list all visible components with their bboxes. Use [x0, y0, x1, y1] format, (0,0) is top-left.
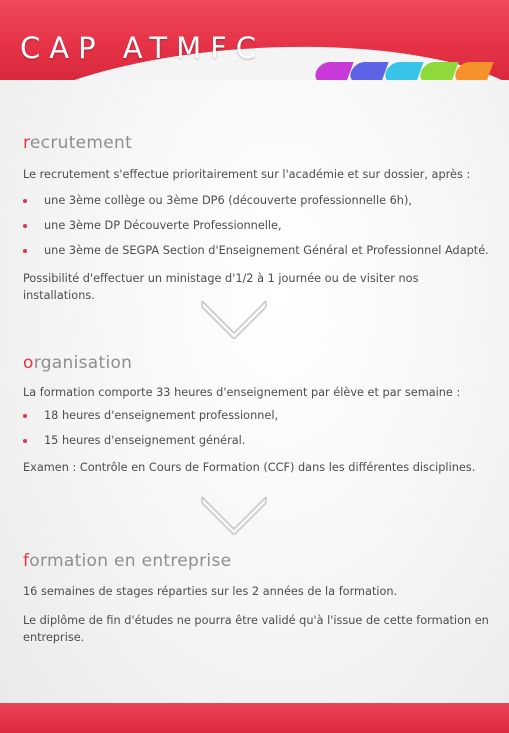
bullet-icon: [23, 249, 27, 253]
stripe-orange: [452, 62, 493, 80]
list-item-text: une 3ème de SEGPA Section d'Enseignement Général et Professionnel Adapté.: [44, 244, 489, 257]
list-item-text: une 3ème collège ou 3ème DP6 (découverte professionnelle 6h),: [44, 194, 412, 207]
section-title-rest: rganisation: [33, 353, 133, 373]
stripe-blue: [347, 62, 388, 80]
formation-paragraph-2: Le diplôme de fin d'études ne pourra être validé qu'à l'issue de cette formation en entreprise.: [23, 614, 489, 644]
list-item-text: une 3ème DP Découverte Professionnelle,: [44, 219, 282, 232]
recrutement-intro: Le recrutement s'effectue prioritairement sur l'académie et sur dossier, après :: [23, 168, 471, 181]
section-title-initial: r: [23, 133, 30, 153]
list-item-text: 18 heures d'enseignement professionnel,: [44, 409, 279, 422]
list-item: [23, 432, 493, 449]
formation-paragraph-1: 16 semaines de stages réparties sur les 2 années de la formation.: [23, 585, 398, 598]
bullet-icon: [23, 224, 27, 228]
page-title: CAP ATMFC: [20, 31, 266, 65]
bullet-icon: [23, 199, 27, 203]
chevron-down-icon: [200, 297, 268, 339]
section-title-recrutement: [23, 133, 132, 153]
color-stripes: [316, 62, 491, 80]
list-item: [23, 192, 493, 209]
stripe-green: [417, 62, 458, 80]
section-title-formation: [23, 551, 231, 571]
footer-banner: [0, 703, 509, 733]
recrutement-list: [23, 192, 493, 267]
organisation-intro: La formation comporte 33 heures d'enseignement par élève et par semaine :: [23, 386, 461, 399]
list-item: [23, 217, 493, 234]
list-item: [23, 407, 493, 424]
stripe-purple: [312, 62, 353, 80]
section-title-initial: o: [23, 353, 34, 373]
list-item: [23, 242, 493, 259]
section-title-rest: ormation en entreprise: [29, 551, 232, 571]
bullet-icon: [23, 439, 27, 443]
bullet-icon: [23, 414, 27, 418]
header-banner: [0, 0, 509, 80]
organisation-outro: Examen : Contrôle en Cours de Formation (CCF) dans les différentes disciplines.: [23, 461, 476, 474]
stripe-cyan: [382, 62, 423, 80]
list-item-text: 15 heures d'enseignement général.: [44, 434, 246, 447]
chevron-down-icon: [200, 493, 268, 535]
organisation-list: [23, 407, 493, 457]
section-title-initial: f: [23, 551, 30, 571]
section-title-rest: ecrutement: [29, 133, 133, 153]
section-title-organisation: [23, 353, 132, 373]
recrutement-outro: Possibilité d'effectuer un ministage d'1/2 à 1 journée ou de visiter nos installations.: [23, 272, 419, 302]
